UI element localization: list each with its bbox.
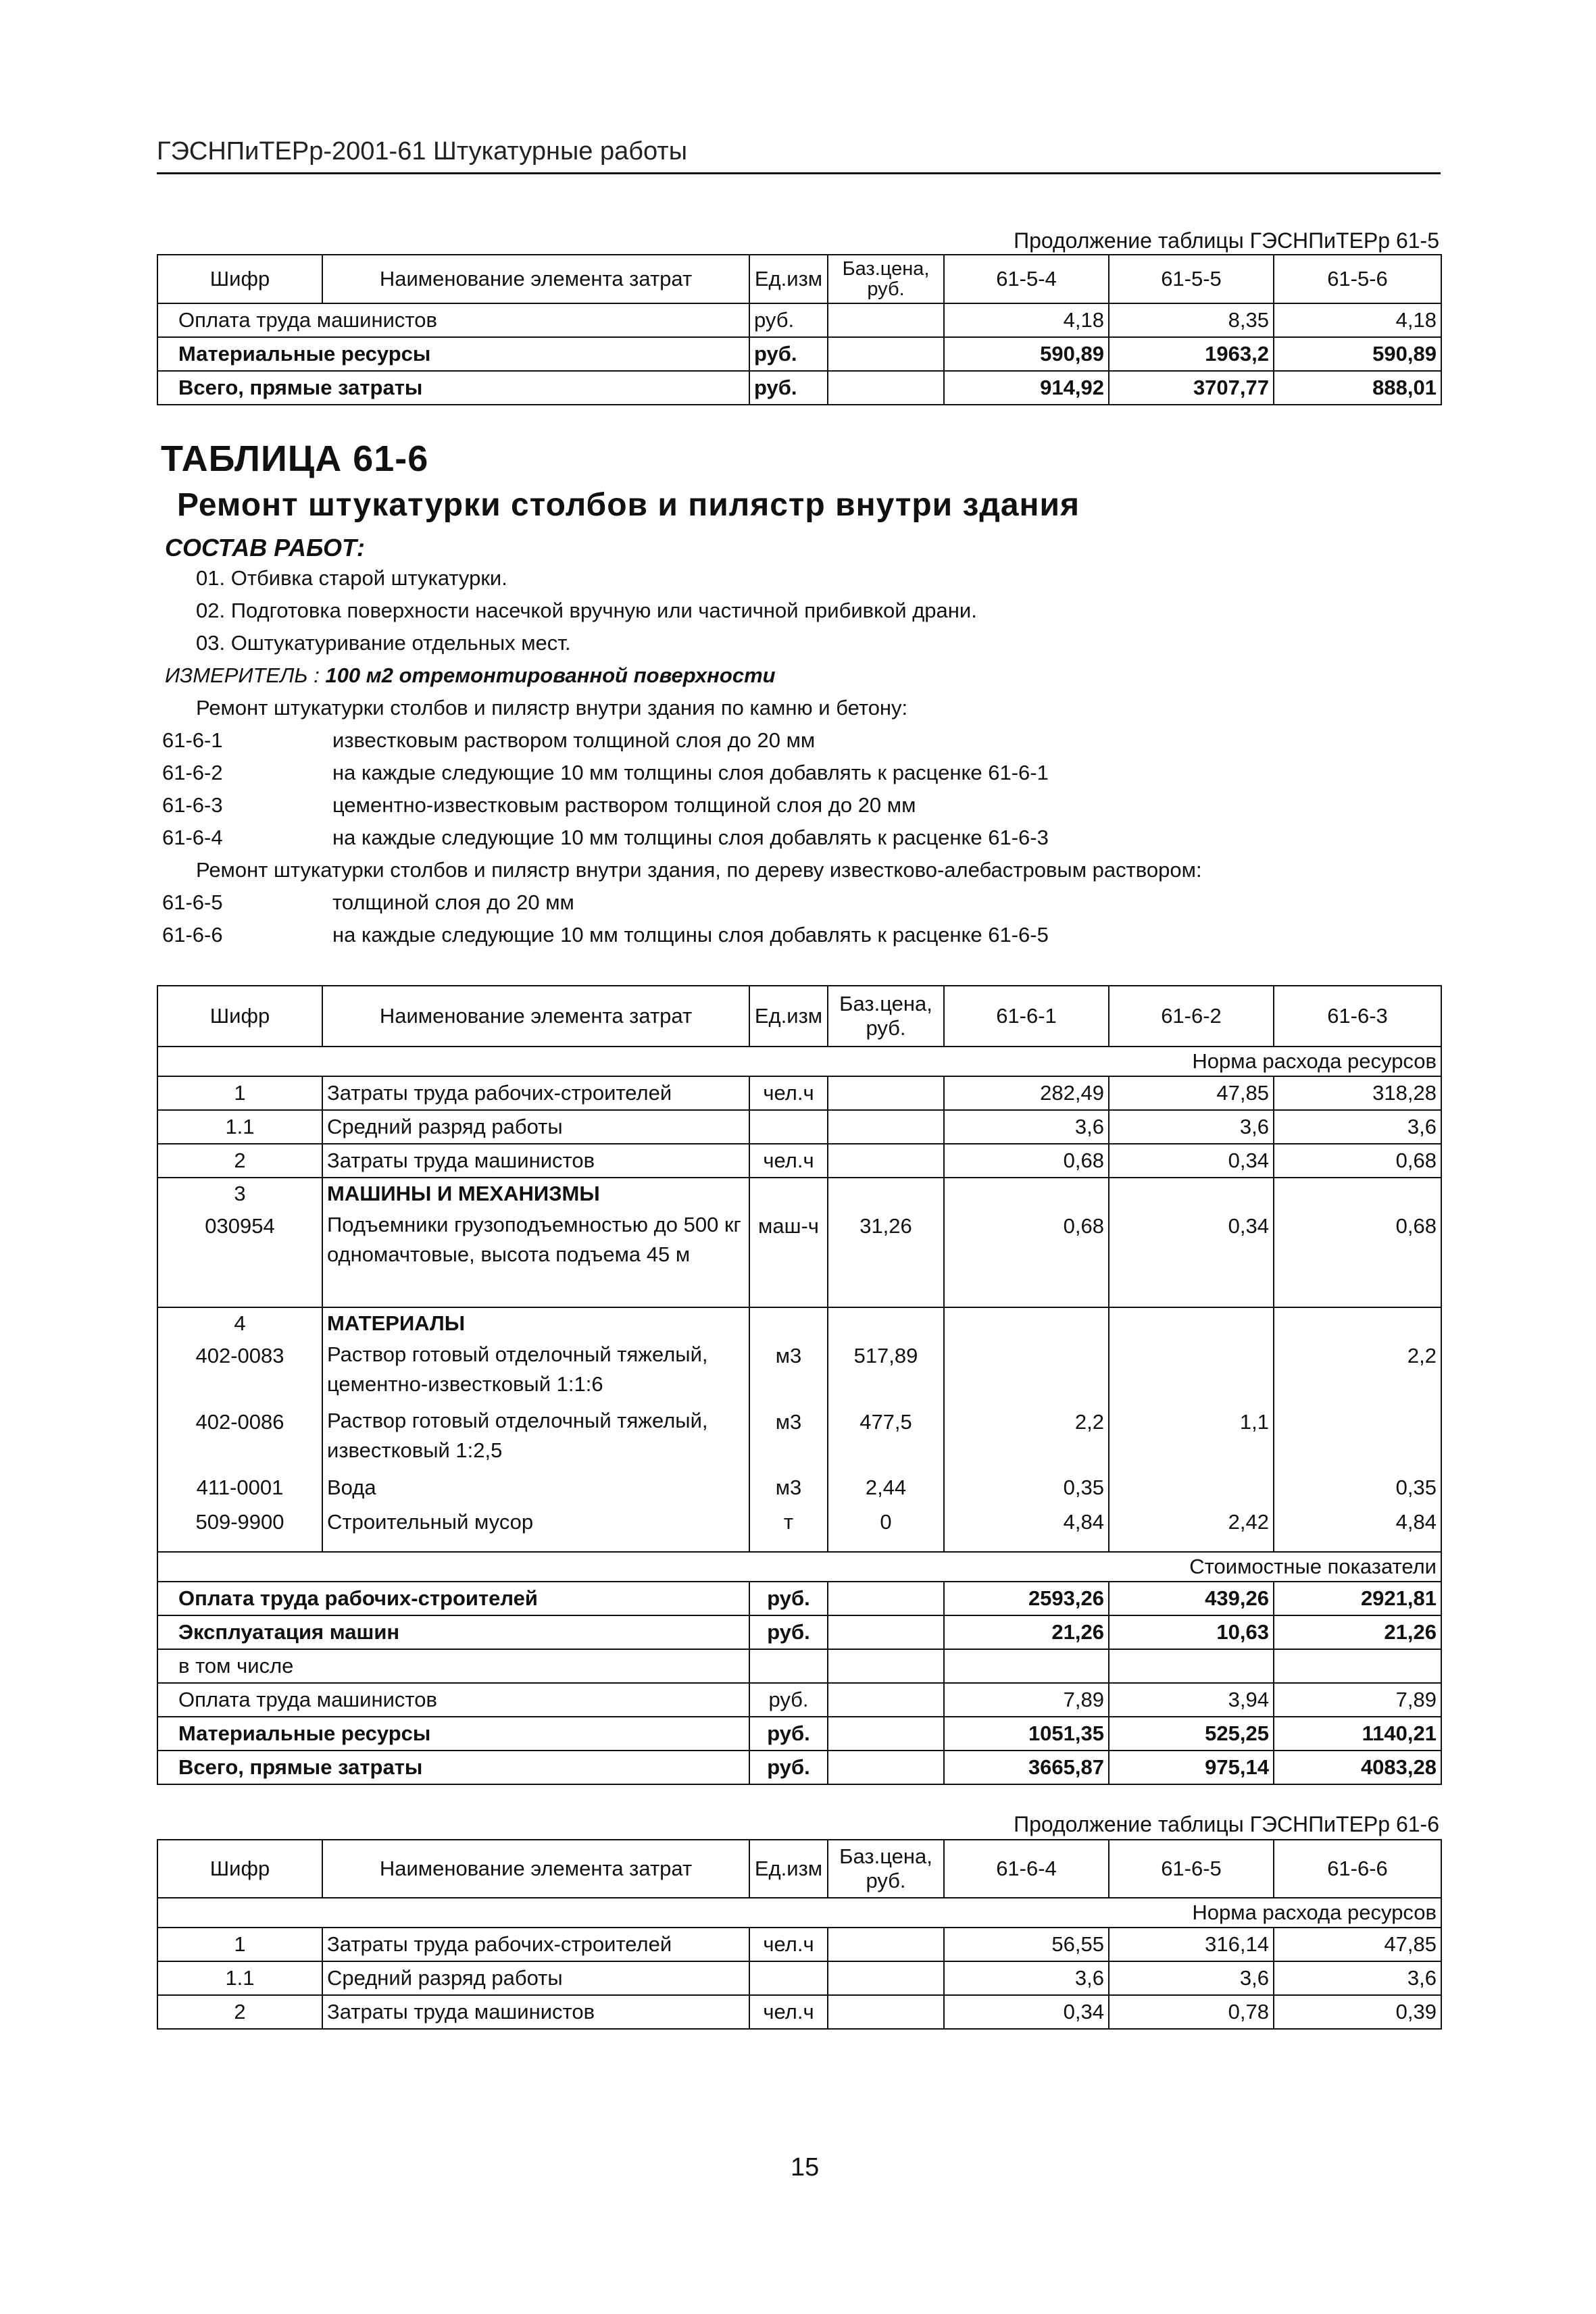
header-cell: Баз.цена, руб. (828, 1840, 944, 1898)
row-value: 0,68 (944, 1209, 1109, 1307)
row-code: 509-9900 (157, 1505, 322, 1552)
cost-label-row (157, 1552, 1441, 1582)
row-code: 411-0001 (157, 1471, 322, 1505)
row-value: 8,35 (1109, 303, 1274, 337)
row-value (1109, 1307, 1274, 1338)
row-price (828, 303, 944, 337)
row-unit: м3 (749, 1405, 828, 1471)
row-unit: м3 (749, 1471, 828, 1505)
row-value: 4,18 (1274, 303, 1441, 337)
row-value: 1963,2 (1109, 337, 1274, 371)
row-value: 0,68 (1274, 1144, 1441, 1178)
header-cell: 61-6-5 (1109, 1840, 1274, 1898)
cost-unit: руб. (749, 1615, 828, 1649)
row-value: 3,6 (944, 1961, 1109, 1995)
row-value: 3,6 (1274, 1110, 1441, 1144)
cost-unit: руб. (749, 1717, 828, 1751)
row-value: 590,89 (944, 337, 1109, 371)
cost-value: 7,89 (1274, 1683, 1441, 1717)
row-price (828, 1110, 944, 1144)
table-row (157, 1961, 1441, 1995)
row-unit (749, 1307, 828, 1338)
header-cell: Наименование элемента затрат (322, 986, 749, 1047)
item-text: толщиной слоя до 20 мм (332, 890, 574, 914)
row-code: 3 (157, 1178, 322, 1209)
table-row (157, 1338, 1441, 1405)
cost-value: 21,26 (944, 1615, 1109, 1649)
table-row (157, 371, 1441, 405)
row-value: 318,28 (1274, 1076, 1441, 1110)
row-unit: маш-ч (749, 1209, 828, 1307)
row-name: Подъемники грузоподъемностью до 500 кг одномачтовые, высота подъема 45 м (322, 1209, 749, 1307)
cost-value: 2921,81 (1274, 1582, 1441, 1615)
row-value (1109, 1338, 1274, 1405)
norm-row (157, 1047, 1441, 1076)
row-value: 2,2 (1274, 1338, 1441, 1405)
row-name: Раствор готовый отделочный тяжелый, известковый 1:2,5 (322, 1405, 749, 1471)
row-price: 31,26 (828, 1209, 944, 1307)
item-code: 61-6-5 (162, 890, 223, 914)
table-row (157, 1209, 1441, 1307)
continuation-caption-61-5: Продолжение таблицы ГЭСНПиТЕРр 61-5 (1014, 228, 1439, 253)
row-code: 2 (157, 1144, 322, 1178)
cost-unit: руб. (749, 1683, 828, 1717)
row-unit: т (749, 1505, 828, 1552)
cost-name: Эксплуатация машин (157, 1615, 749, 1649)
row-value (1274, 1178, 1441, 1209)
header-rule (157, 172, 1441, 174)
row-value: 888,01 (1274, 371, 1441, 405)
cost-price (828, 1649, 944, 1683)
table-row (157, 1471, 1441, 1505)
cost-row (157, 1582, 1441, 1615)
row-price (828, 1076, 944, 1110)
row-value: 0,35 (1274, 1471, 1441, 1505)
cost-price (828, 1717, 944, 1751)
row-name: МАШИНЫ И МЕХАНИЗМЫ (322, 1178, 749, 1209)
cost-price (828, 1683, 944, 1717)
row-code: 402-0086 (157, 1405, 322, 1471)
row-value: 47,85 (1109, 1076, 1274, 1110)
table-row (157, 1995, 1441, 2029)
row-name: Затраты труда рабочих-строителей (322, 1928, 749, 1961)
izmeritel-value: 100 м2 отремонтированной поверхности (325, 663, 776, 687)
row-value: 56,55 (944, 1928, 1109, 1961)
cost-row (157, 1751, 1441, 1784)
row-price (828, 1144, 944, 1178)
norm-label: Норма расхода ресурсов (157, 1047, 1441, 1076)
row-price (828, 1995, 944, 2029)
cost-row (157, 1683, 1441, 1717)
row-value: 4,18 (944, 303, 1109, 337)
sostav-rabot-label: СОСТАВ РАБОТ: (165, 534, 365, 561)
item-text: на каждые следующие 10 мм толщины слоя добавлять к расценке 61-6-3 (332, 826, 1049, 849)
cost-unit: руб. (749, 1751, 828, 1784)
row-value (1274, 1307, 1441, 1338)
row-value: 914,92 (944, 371, 1109, 405)
row-unit: руб. (749, 371, 828, 405)
group-heading: Ремонт штукатурки столбов и пилястр внутри здания, по дереву известково-алебастровым раствором: (196, 858, 1202, 882)
table-row (157, 303, 1441, 337)
table-subtitle: Ремонт штукатурки столбов и пилястр внутри здания (177, 487, 1080, 523)
cost-row (157, 1615, 1441, 1649)
header-cell: 61-5-4 (944, 255, 1109, 303)
item-code: 61-6-6 (162, 923, 223, 947)
item-code: 61-6-4 (162, 826, 223, 849)
row-unit (749, 1961, 828, 1995)
row-value (1109, 1178, 1274, 1209)
row-unit: м3 (749, 1338, 828, 1405)
cost-value: 975,14 (1109, 1751, 1274, 1784)
header-cell: Баз.цена, руб. (828, 986, 944, 1047)
row-value: 1,1 (1109, 1405, 1274, 1471)
row-value (944, 1178, 1109, 1209)
row-value: 0,34 (1109, 1209, 1274, 1307)
cost-value: 10,63 (1109, 1615, 1274, 1649)
cost-value: 1051,35 (944, 1717, 1109, 1751)
table-row (157, 1110, 1441, 1144)
cost-value (944, 1649, 1109, 1683)
table-header-row (157, 986, 1441, 1047)
row-name: Средний разряд работы (322, 1961, 749, 1995)
row-value: 3707,77 (1109, 371, 1274, 405)
row-value: 3,6 (944, 1110, 1109, 1144)
table-row (157, 1144, 1441, 1178)
row-name: МАТЕРИАЛЫ (322, 1307, 749, 1338)
cost-value: 439,26 (1109, 1582, 1274, 1615)
cost-unit: руб. (749, 1582, 828, 1615)
table-61-6-continuation (157, 1839, 1442, 2030)
table-61-5-continuation (157, 254, 1442, 405)
row-name: Материальные ресурсы (157, 337, 749, 371)
cost-row (157, 1649, 1441, 1683)
row-code: 1.1 (157, 1961, 322, 1995)
row-price (828, 1307, 944, 1338)
row-value: 3,6 (1109, 1110, 1274, 1144)
norm-label: Норма расхода ресурсов (157, 1898, 1441, 1928)
row-code: 1 (157, 1928, 322, 1961)
cost-value: 4083,28 (1274, 1751, 1441, 1784)
row-value: 0,78 (1109, 1995, 1274, 2029)
row-name: Строительный мусор (322, 1505, 749, 1552)
row-price (828, 337, 944, 371)
cost-label: Стоимостные показатели (157, 1552, 1441, 1582)
row-value: 590,89 (1274, 337, 1441, 371)
running-header: ГЭСНПиТЕРр-2001-61 Штукатурные работы (157, 137, 688, 166)
item-code: 61-6-2 (162, 761, 223, 784)
table-row (157, 1178, 1441, 1209)
header-cell: Ед.изм (749, 986, 828, 1047)
row-price (828, 371, 944, 405)
row-unit (749, 1110, 828, 1144)
continuation-caption-61-6: Продолжение таблицы ГЭСНПиТЕРр 61-6 (1014, 1812, 1439, 1836)
row-value (944, 1338, 1109, 1405)
row-unit: чел.ч (749, 1144, 828, 1178)
header-cell: 61-6-3 (1274, 986, 1441, 1047)
header-cell: Наименование элемента затрат (322, 1840, 749, 1898)
header-cell: Шифр (157, 255, 322, 303)
row-value (1274, 1405, 1441, 1471)
row-name: Затраты труда машинистов (322, 1995, 749, 2029)
row-value (1109, 1471, 1274, 1505)
cost-name: в том числе (157, 1649, 749, 1683)
row-name: Средний разряд работы (322, 1110, 749, 1144)
row-unit: чел.ч (749, 1928, 828, 1961)
cost-value: 525,25 (1109, 1717, 1274, 1751)
row-price (828, 1928, 944, 1961)
izmeritel (165, 663, 776, 688)
cost-value: 7,89 (944, 1683, 1109, 1717)
row-value: 0,39 (1274, 1995, 1441, 2029)
cost-value: 3,94 (1109, 1683, 1274, 1717)
row-value: 2,2 (944, 1405, 1109, 1471)
cost-price (828, 1582, 944, 1615)
table-row (157, 337, 1441, 371)
row-code: 1.1 (157, 1110, 322, 1144)
cost-name: Оплата труда машинистов (157, 1683, 749, 1717)
row-unit (749, 1178, 828, 1209)
header-cell: 61-6-2 (1109, 986, 1274, 1047)
row-value: 0,34 (944, 1995, 1109, 2029)
row-unit: руб. (749, 337, 828, 371)
header-cell: Шифр (157, 986, 322, 1047)
table-header-row (157, 255, 1441, 303)
table-row (157, 1505, 1441, 1552)
header-cell: Шифр (157, 1840, 322, 1898)
item-text: известковым раствором толщиной слоя до 20 мм (332, 728, 816, 752)
row-price: 517,89 (828, 1338, 944, 1405)
row-value: 0,68 (1274, 1209, 1441, 1307)
izmeritel-label: ИЗМЕРИТЕЛЬ : (165, 663, 320, 687)
header-cell: Наименование элемента затрат (322, 255, 749, 303)
row-code: 4 (157, 1307, 322, 1338)
row-name: Раствор готовый отделочный тяжелый, цементно-известковый 1:1:6 (322, 1338, 749, 1405)
item-code: 61-6-1 (162, 728, 223, 752)
row-unit: чел.ч (749, 1995, 828, 2029)
item-text: цементно-известковым раствором толщиной слоя до 20 мм (332, 793, 916, 817)
row-name: Всего, прямые затраты (157, 371, 749, 405)
row-price (828, 1961, 944, 1995)
row-code: 2 (157, 1995, 322, 2029)
row-price: 477,5 (828, 1405, 944, 1471)
row-code: 402-0083 (157, 1338, 322, 1405)
row-value: 316,14 (1109, 1928, 1274, 1961)
cost-name: Оплата труда рабочих-строителей (157, 1582, 749, 1615)
row-value: 2,42 (1109, 1505, 1274, 1552)
header-cell: Баз.цена, руб. (828, 255, 944, 303)
table-title: ТАБЛИЦА 61-6 (161, 438, 429, 479)
row-value: 0,35 (944, 1471, 1109, 1505)
header-cell: 61-6-4 (944, 1840, 1109, 1898)
header-cell: 61-6-6 (1274, 1840, 1441, 1898)
table-row (157, 1405, 1441, 1471)
item-text: на каждые следующие 10 мм толщины слоя добавлять к расценке 61-6-5 (332, 923, 1049, 947)
item-code: 61-6-3 (162, 793, 223, 817)
row-value (944, 1307, 1109, 1338)
row-price (828, 1178, 944, 1209)
row-value: 0,68 (944, 1144, 1109, 1178)
cost-value: 3665,87 (944, 1751, 1109, 1784)
row-name: Оплата труда машинистов (157, 303, 749, 337)
row-price: 0 (828, 1505, 944, 1552)
row-unit: чел.ч (749, 1076, 828, 1110)
row-name: Затраты труда рабочих-строителей (322, 1076, 749, 1110)
table-row (157, 1076, 1441, 1110)
work-item: 01. Отбивка старой штукатурки. (196, 566, 507, 590)
header-cell: 61-5-6 (1274, 255, 1441, 303)
norm-row (157, 1898, 1441, 1928)
table-61-6 (157, 985, 1442, 1785)
work-item: 02. Подготовка поверхности насечкой вручную или частичной прибивкой драни. (196, 599, 977, 622)
page-number: 15 (791, 2153, 820, 2182)
table-header-row (157, 1840, 1441, 1898)
cost-value: 2593,26 (944, 1582, 1109, 1615)
table-row (157, 1928, 1441, 1961)
header-cell: Ед.изм (749, 1840, 828, 1898)
work-item: 03. Оштукатуривание отдельных мест. (196, 631, 571, 655)
row-unit: руб. (749, 303, 828, 337)
row-code: 1 (157, 1076, 322, 1110)
header-cell: 61-6-1 (944, 986, 1109, 1047)
cost-name: Всего, прямые затраты (157, 1751, 749, 1784)
row-name: Вода (322, 1471, 749, 1505)
cost-value (1274, 1649, 1441, 1683)
item-text: на каждые следующие 10 мм толщины слоя добавлять к расценке 61-6-1 (332, 761, 1049, 784)
row-value: 282,49 (944, 1076, 1109, 1110)
cost-price (828, 1751, 944, 1784)
cost-value (1109, 1649, 1274, 1683)
row-value: 4,84 (944, 1505, 1109, 1552)
row-code: 030954 (157, 1209, 322, 1307)
cost-name: Материальные ресурсы (157, 1717, 749, 1751)
row-value: 47,85 (1274, 1928, 1441, 1961)
row-name: Затраты труда машинистов (322, 1144, 749, 1178)
row-price: 2,44 (828, 1471, 944, 1505)
row-value: 3,6 (1109, 1961, 1274, 1995)
row-value: 0,34 (1109, 1144, 1274, 1178)
header-cell: 61-5-5 (1109, 255, 1274, 303)
table-row (157, 1307, 1441, 1338)
group-heading: Ремонт штукатурки столбов и пилястр внутри здания по камню и бетону: (196, 696, 908, 720)
cost-value: 1140,21 (1274, 1717, 1441, 1751)
cost-row (157, 1717, 1441, 1751)
row-value: 4,84 (1274, 1505, 1441, 1552)
cost-price (828, 1615, 944, 1649)
cost-unit (749, 1649, 828, 1683)
cost-value: 21,26 (1274, 1615, 1441, 1649)
header-cell: Ед.изм (749, 255, 828, 303)
row-value: 3,6 (1274, 1961, 1441, 1995)
